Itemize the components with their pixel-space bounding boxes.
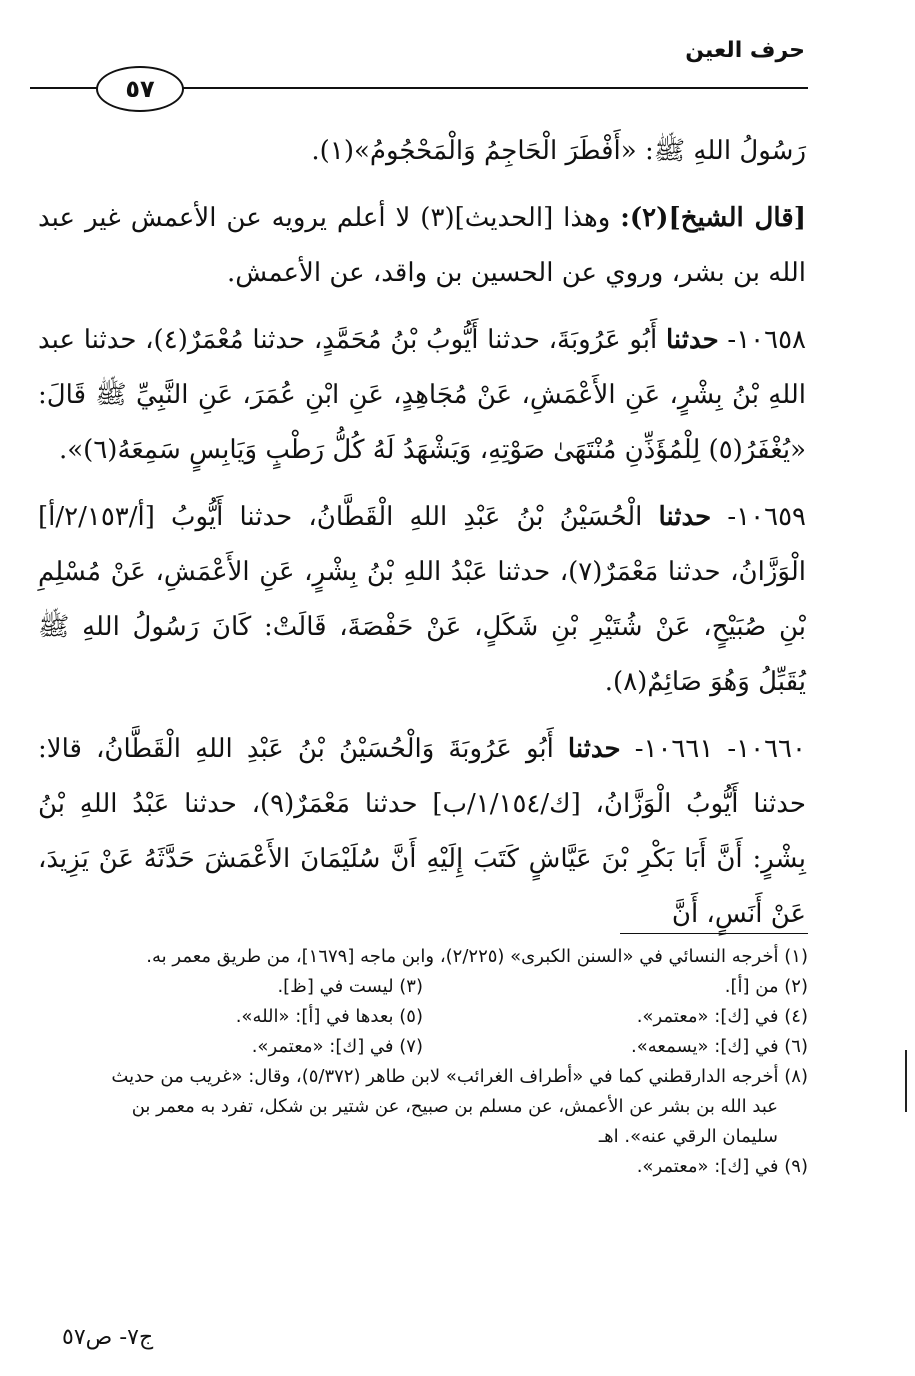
hadith-number: ١٠٦٥٨-	[718, 325, 807, 355]
paragraph-2-text: وهذا [الحديث](٣) لا أعلم يرويه عن الأعمش غير عبد الله بن بشر، وروي عن الحسين بن واقد، عن الأعمش.	[38, 203, 806, 288]
hadith-text: أَبُو عَرُوبَةَ، حدثنا أَيُّوبُ بْنُ مُحَمَّدٍ، حدثنا مُعْمَرٌ(٤)، حدثنا عبد اللهِ بْنُ بِشْرٍ، عَنِ الأَعْمَشِ، عَنْ مُجَاهِدٍ، عَنِ ابْنِ عُمَرَ، عَنِ النَّبِيِّ ﷺ قَالَ: «يُغْفَرُ(٥) لِلْمُؤَذِّنِ مُنْتَهَىٰ صَوْتِهِ، وَيَشْهَدُ لَهُ كُلُّ رَطْبٍ وَيَابِسٍ سَمِعَهُ(٦)».	[38, 325, 806, 465]
hadith-number: ١٠٦٦٠- ١٠٦٦١-	[620, 734, 806, 764]
footnote-8-continued: عبد الله بن بشر عن الأعمش، عن مسلم بن صبيح، عن شتير بن شكل، تفرد به معمر بن	[131, 1096, 778, 1117]
hadith-10659	[38, 490, 806, 710]
footnote-7: (٧) في [ك]: «معتمر».	[251, 1036, 423, 1057]
hadith-10660	[38, 722, 806, 942]
footnote-row	[38, 1032, 808, 1062]
footnote-row	[38, 972, 808, 1002]
hadith-text: أَبُو عَرُوبَةَ وَالْحُسَيْنُ بْنُ عَبْدِ اللهِ الْقَطَّانُ، قالا: حدثنا أَيُّوبُ الْوَزَّانُ، [ك/١/١٥٤/ب] حدثنا مَعْمَرٌ(٩)، حدثنا عَبْدُ اللهِ بْنُ بِشْرٍ: أَنَّ أَبَا بَكْرِ بْنَ عَيَّاشٍ كَتَبَ إِلَيْهِ أَنَّ سُلَيْمَانَ الأَعْمَشَ حَدَّثَهُ عَنْ يَزِيدَ، عَنْ أَنَسٍ، أَنَّ	[38, 734, 807, 929]
haddathana-label: حدثنا	[658, 502, 712, 532]
haddathana-label: حدثنا	[665, 325, 719, 355]
footnote-row	[38, 1002, 808, 1032]
footnote-8: (٨) أخرجه الدارقطني كما في «أطراف الغرائب» لابن طاهر (٥/٣٧٢)، وقال: «غريب من حديث	[111, 1066, 808, 1087]
shaykh-label: [قال الشيخ](٢):	[620, 203, 806, 233]
footnote-4: (٤) في [ك]: «معتمر».	[636, 1006, 808, 1027]
hadith-10658	[38, 313, 806, 478]
footnote-8-continued: سليمان الرقي عنه». اهـ	[598, 1126, 778, 1147]
footnote-1: (١) أخرجه النسائي في «السنن الكبرى» (٢/٢٢٥)، وابن ماجه [١٦٧٩]، من طريق معمر به.	[146, 946, 808, 967]
footnote-9: (٩) في [ك]: «معتمر».	[636, 1156, 808, 1177]
footnotes	[38, 942, 808, 1182]
footnote-3: (٣) ليست في [ظ].	[277, 976, 423, 997]
footnote-5: (٥) بعدها في [أ]: «الله».	[235, 1006, 423, 1027]
volume-page-reference: ج٧- ص٥٧	[62, 1325, 154, 1350]
chapter-title: حرف العين	[685, 38, 805, 63]
hadith-text: الْحُسَيْنُ بْنُ عَبْدِ اللهِ الْقَطَّانُ، حدثنا أَيُّوبُ [أ/٢/١٥٣/أ] الْوَزَّانُ، حدثنا مَعْمَرٌ(٧)، حدثنا عَبْدُ اللهِ بْنُ بِشْرٍ، عَنِ الأَعْمَشِ، عَنْ مُسْلِمِ بْنِ صُبَيْحٍ، عَنْ شُتَيْرِ بْنِ شَكَلٍ، عَنْ حَفْصَةَ، قَالَتْ: كَانَ رَسُولُ اللهِ ﷺ يُقَبِّلُ وَهُوَ صَائِمٌ(٨).	[38, 502, 806, 697]
page-number: ٥٧	[125, 75, 155, 103]
page-number-oval	[96, 66, 184, 112]
footnote-rule	[620, 933, 808, 934]
footnote-2: (٢) من [أ].	[724, 976, 808, 997]
hadith-number: ١٠٦٥٩-	[711, 502, 806, 532]
haddathana-label: حدثنا	[567, 734, 621, 764]
footnote-6: (٦) في [ك]: «يسمعه».	[631, 1036, 808, 1057]
margin-mark	[905, 1050, 907, 1112]
paragraph-2	[38, 191, 806, 301]
main-text	[38, 124, 806, 954]
paragraph-1: رَسُولُ اللهِ ﷺ: «أَفْطَرَ الْحَاجِمُ وَالْمَحْجُومُ»(١).	[311, 136, 806, 166]
